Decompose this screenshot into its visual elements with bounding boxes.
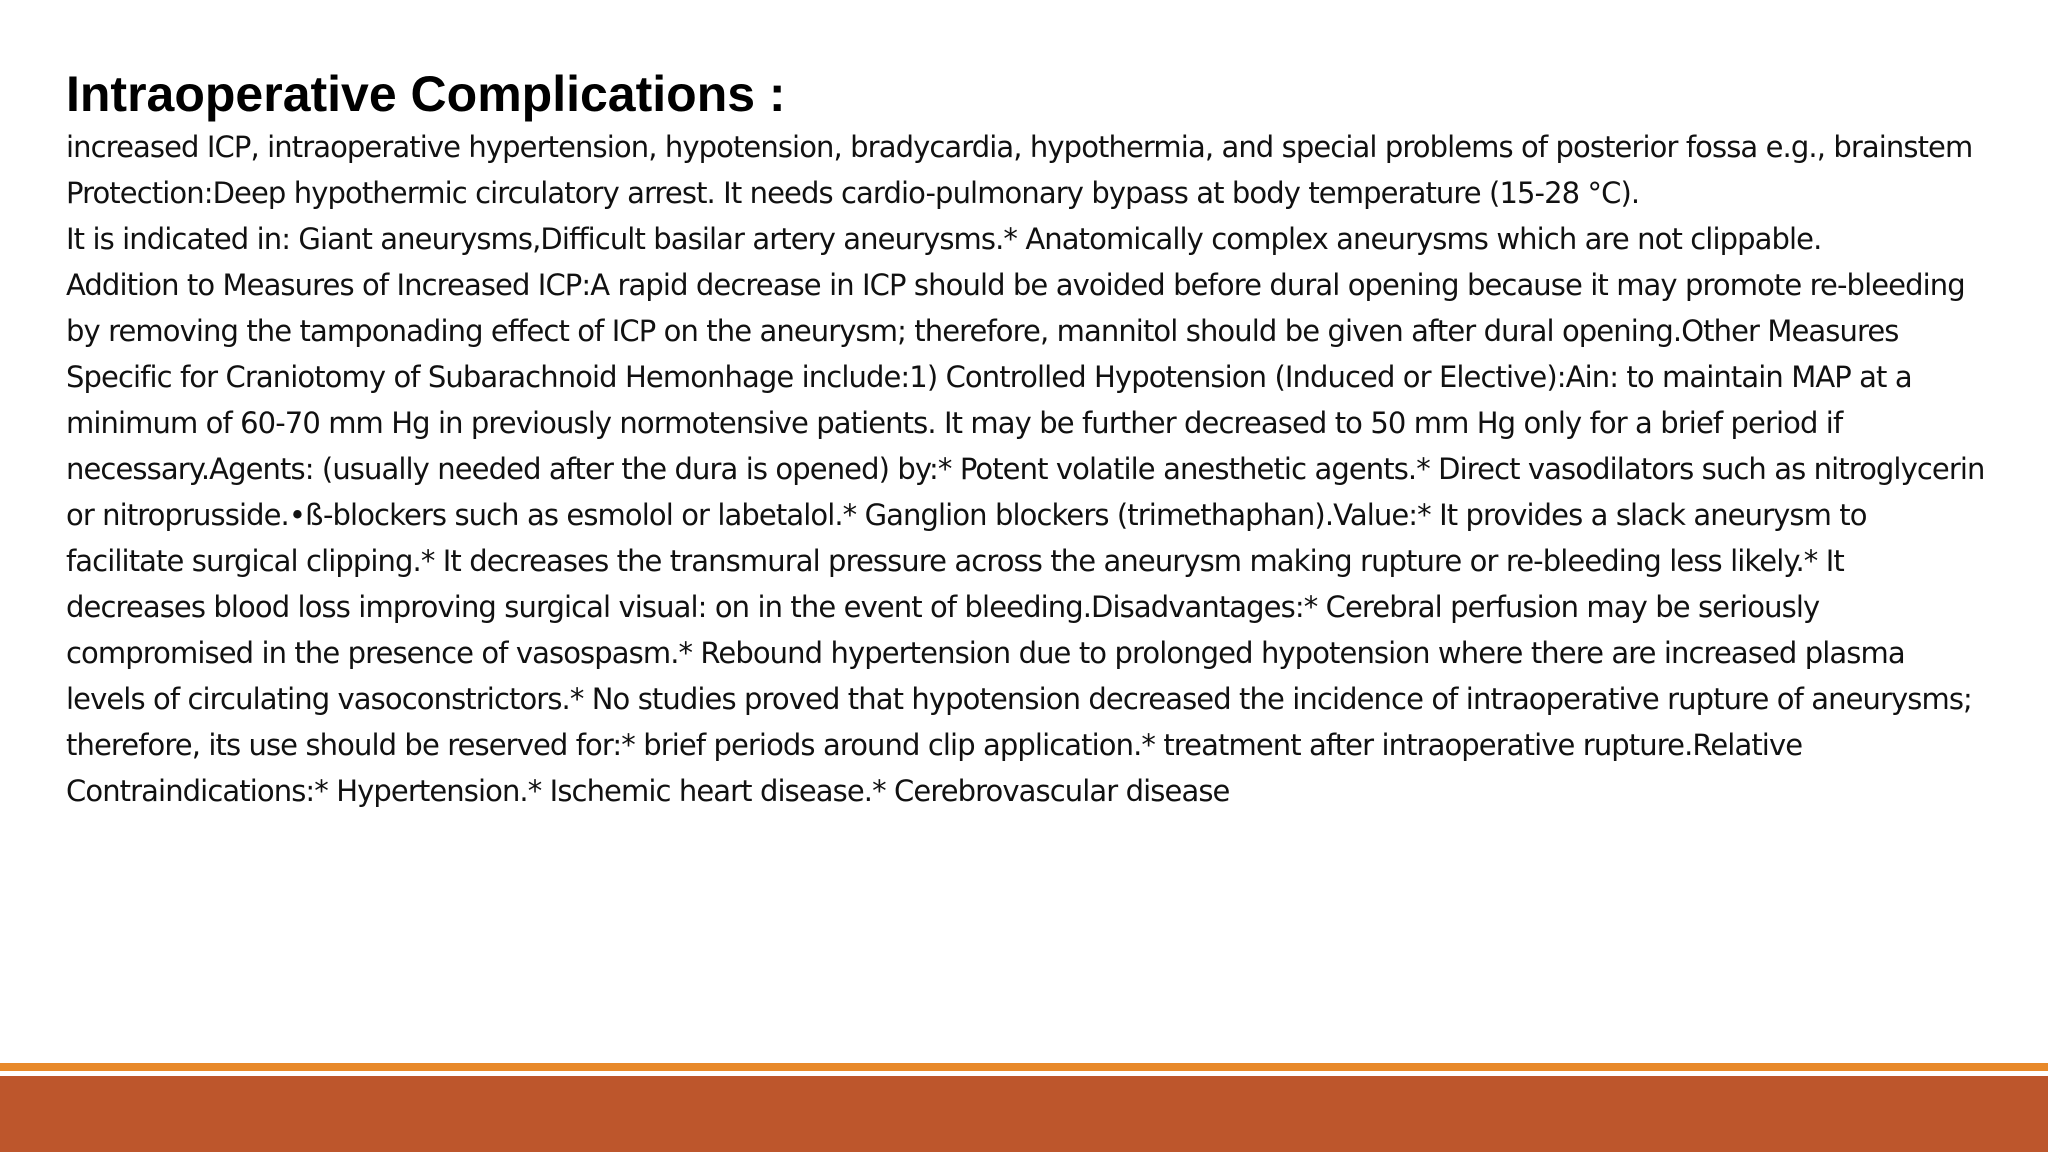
slide-body — [66, 124, 1986, 814]
body-paragraph-1: increased ICP, intraoperative hypertension, hypotension, bradycardia, hypothermia, and special problems of posterior fossa e.g., brainstem Protection:Deep hypothermic circulatory arrest. It needs cardio-pulmonary bypass at body temperature (15-28 °C). — [66, 130, 1973, 210]
body-paragraph-2: It is indicated in: Giant aneurysms,Difficult basilar artery aneurysms.* Anatomically complex aneurysms which are not clippable. — [66, 222, 1822, 256]
footer-bar — [0, 1076, 2048, 1152]
footer-accent-line — [0, 1063, 2048, 1071]
body-paragraph-3: Addition to Measures of Increased ICP:A rapid decrease in ICP should be avoided before dural opening because it may promote re-bleeding by removing the tamponading effect of ICP on the aneurysm; therefore, mannitol should be given after dural opening.Other Measures Specific for Craniotomy of Subarachnoid Hemonhage include:1) Controlled Hypotension (Induced or Elective):Ain: to maintain MAP at a minimum of 60-70 mm Hg in previously normotensive patients. It may be further decreased to 50 mm Hg only for a brief period if necessary.Agents: (usually needed after the dura is opened) by:* Potent volatile anesthetic agents.* Direct vasodilators such as nitroglycerin or nitroprusside.•ß-blockers such as esmolol or labetalol.* Ganglion blockers (trimethaphan).Value:* It provides a slack aneurysm to facilitate surgical clipping.* It decreases the transmural pressure across the aneurysm making rupture or re-bleeding less likely.* It decreases blood loss improving surgical visual: on in the event of bleeding.Disadvantages:* Cerebral perfusion may be seriously compromised in the presence of vasospasm.* Rebound hypertension due to prolonged hypotension where there are increased plasma levels of circulating vasoconstrictors.* No studies proved that hypotension decreased the incidence of intraoperative rupture of aneurysms; therefore, its use should be reserved for:* brief periods around clip application.* treatment after intraoperative rupture.Relative Contraindications:* Hypertension.* Ischemic heart disease.* Cerebrovascular disease — [66, 268, 1985, 808]
slide-title: Intraoperative Complications : — [66, 66, 786, 122]
